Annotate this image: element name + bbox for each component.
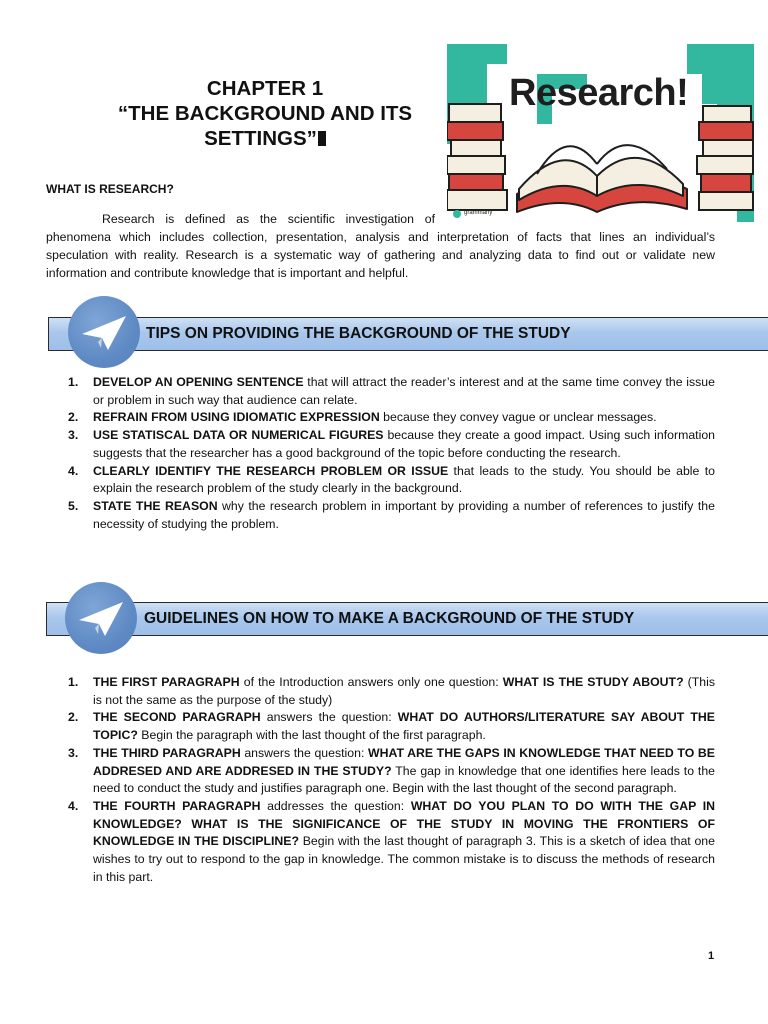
text-cursor (318, 131, 326, 146)
what-is-research-heading: WHAT IS RESEARCH? (46, 182, 174, 196)
list-item-bold: REFRAIN FROM USING IDIOMATIC EXPRESSION (93, 410, 380, 425)
list-item (46, 674, 715, 709)
intro-first-line: Research is defined as the scientific investigation of (102, 212, 435, 226)
list-item-text: The gap in knowledge that one identifies here leads to the need to conduct the study and justifies paragraph one. Begin with the last thought of the second paragraph. (93, 763, 715, 796)
chapter-number: CHAPTER 1 (206, 77, 324, 100)
list-item-question: WHAT DO YOU PLAN TO DO WITH THE GAP IN KNOWLEDGE? WHAT IS THE SIGNIFICANCE OF THE STUDY IN MOVING THE FRONTIERS OF KNOWLEDGE IN THE DISCIPLINE? (93, 798, 716, 849)
list-item-text: answers the question: (240, 745, 368, 760)
list-number: 3. (68, 428, 79, 443)
list-item (46, 427, 715, 462)
list-number: 3. (68, 745, 79, 760)
tips-plane-badge (68, 296, 140, 368)
guidelines-list (46, 674, 715, 886)
list-item-text: (This is not the same as the purpose of the study) (93, 675, 715, 707)
list-item-bold: THE FOURTH PARAGRAPH (93, 798, 261, 813)
chapter-title-line-2-text: SETTINGS” (204, 127, 317, 150)
list-item-text: because they create a good impact. Using such information suggests that the researcher has a good background of the topic before conducting the research. (93, 428, 716, 460)
chapter-title-line-1: “THE BACKGROUND AND ITS (117, 102, 413, 125)
list-item-bold: USE STATISCAL DATA OR NUMERICAL FIGURES (93, 428, 384, 443)
list-item-question: WHAT DO AUTHORS/LITERATURE SAY ABOUT THE TOPIC? (93, 710, 715, 743)
intro-rest: phenomena which includes collection, presentation, analysis and interpretation of facts that lines an individual’s speculation with reality. Research is a systematic way of gathering and analyzing data to find out or validate new information and contribute knowledge that is important and helpful. (46, 230, 715, 280)
list-item-bold: CLEARLY IDENTIFY THE RESEARCH PROBLEM OR ISSUE (93, 463, 449, 478)
list-item (46, 745, 715, 798)
tips-banner-title: TIPS ON PROVIDING THE BACKGROUND OF THE STUDY (146, 325, 571, 342)
guidelines-banner-title: GUIDELINES ON HOW TO MAKE A BACKGROUND OF THE STUDY (144, 610, 635, 627)
list-item-bold: THE SECOND PARAGRAPH (93, 710, 261, 725)
list-number: 1. (68, 675, 79, 689)
chapter-title (100, 76, 430, 151)
intro-paragraph (46, 210, 715, 282)
list-item (46, 409, 715, 427)
guidelines-plane-badge (65, 582, 137, 654)
paper-plane-icon (65, 582, 137, 654)
list-number: 4. (68, 463, 79, 478)
chapter-title-line-2 (100, 126, 430, 151)
list-item-text: of the Introduction answers only one question: (239, 675, 503, 689)
list-number: 2. (68, 410, 79, 425)
page-number: 1 (708, 950, 715, 962)
list-item-text: why the research problem in important by providing a number of references to justify the necessity of studying the problem. (93, 498, 715, 531)
list-item (46, 463, 715, 498)
hero-brand: grammarly (464, 210, 493, 216)
list-item (46, 498, 715, 533)
list-item (46, 798, 715, 887)
list-item-text: because they convey vague or unclear messages. (379, 410, 657, 425)
hero-title: Research! (509, 72, 689, 114)
list-number: 5. (68, 498, 79, 513)
list-item-bold: THE FIRST PARAGRAPH (93, 675, 240, 689)
list-item-text: that will attract the reader’s interest and at the same time convey the issue or problem in such way that audience can relate. (93, 375, 715, 407)
list-item-text: answers the question: (260, 710, 398, 725)
list-item (46, 709, 715, 744)
list-item-bold: DEVELOP AN OPENING SENTENCE (93, 375, 304, 389)
list-item-question: WHAT ARE THE GAPS IN KNOWLEDGE THAT NEED TO BE ADDRESED AND ARE ADDRESED IN THE STUDY? (93, 745, 715, 778)
list-item-text: Begin the paragraph with the last thought of the first paragraph. (137, 728, 486, 743)
list-number: 1. (68, 375, 79, 389)
list-number: 4. (68, 798, 79, 813)
list-item-text: Begin with the last thought of paragraph 3. This is a sketch of idea that one wishes to try out to respond to the gap in knowledge. The common mistake is to discuss the methods of research in this part. (93, 834, 715, 884)
list-number: 2. (68, 710, 79, 725)
list-item-bold: STATE THE REASON (93, 498, 218, 513)
list-item (46, 374, 715, 409)
list-item-text: addresses the question: (260, 798, 411, 813)
list-item-question: WHAT IS THE STUDY ABOUT? (502, 675, 684, 689)
research-illustration (447, 44, 754, 222)
list-item-bold: THE THIRD PARAGRAPH (93, 745, 241, 760)
paper-plane-icon (68, 296, 140, 368)
list-item-text: that leads to the study. You should be able to explain the research problem of the study clearly in the background. (93, 463, 716, 496)
tips-list (46, 374, 715, 533)
books-illustration (447, 44, 754, 222)
